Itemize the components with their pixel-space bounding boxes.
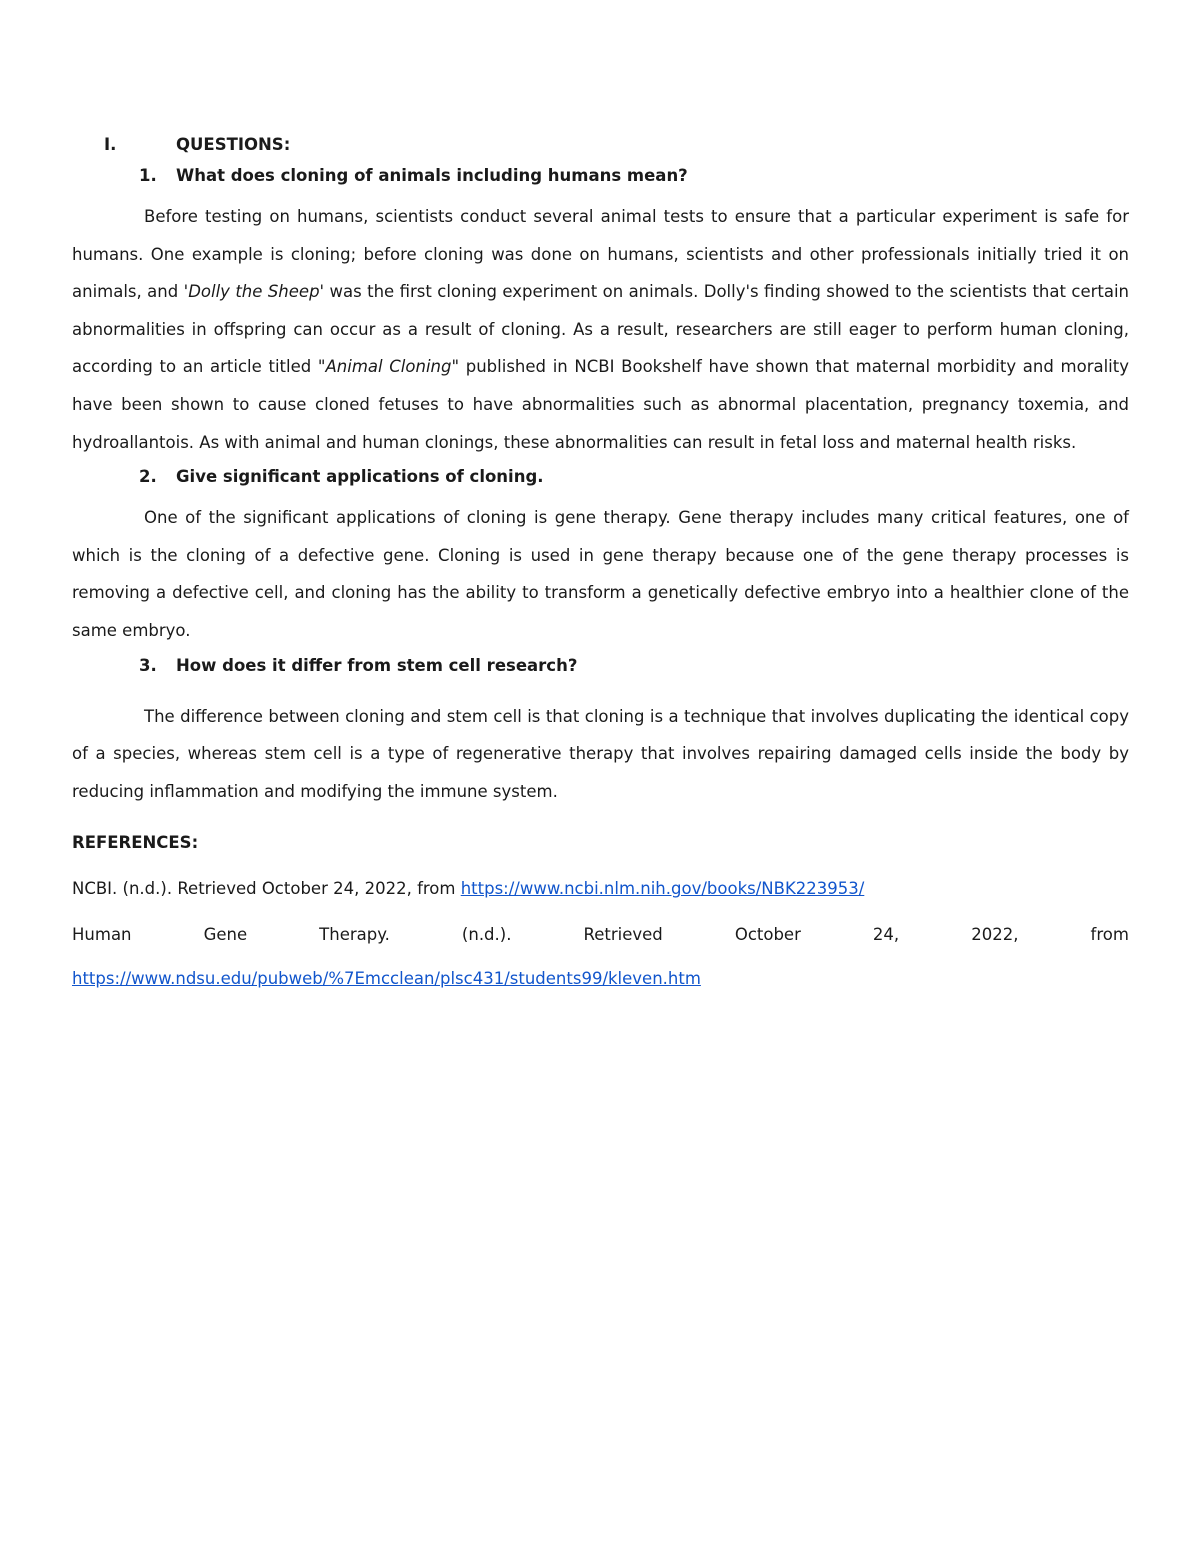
section-number: I. — [104, 135, 117, 154]
question-3-heading — [36, 650, 1129, 688]
question-1-answer — [72, 198, 1129, 461]
reference-2-word: 2022, — [971, 925, 1019, 945]
spacer — [72, 858, 1129, 874]
question-3-answer: The difference between cloning and stem cell is that cloning is a technique that involves duplicating the identical copy of a species, whereas stem cell is a type of regenerative therapy that involves repairing damaged cells inside the body by reducing inflammation and modifying the immune system. — [72, 706, 1129, 801]
question-2-number: 2. — [139, 467, 157, 487]
question-1-heading — [36, 160, 1129, 198]
answer-1-text-c: " published in NCBI Bookshelf have shown that maternal morbidity and morality have been shown to cause cloned fetuses to have abnormalities such as abnormal placentation, pregnancy toxemia, and hydroallantois. As with animal and human clonings, these abnormalities can result in fetal loss and maternal health risks. — [72, 357, 1129, 452]
reference-2-word: 24, — [872, 925, 900, 945]
question-2-heading — [36, 461, 1129, 499]
document-content — [72, 130, 1129, 994]
question-3-number: 3. — [139, 655, 157, 675]
question-2-title: Give significant applications of cloning. — [176, 467, 544, 487]
reference-2-word: (n.d.). — [461, 925, 512, 945]
spacer — [72, 904, 1129, 920]
answer-1-text-b: ' was the first cloning experiment on animals. Dolly's finding showed to the scientists that certain abnormalities in offspring can occur as a result of cloning. As a result, researchers are still eager to perform human cloning, according to an article titled " — [72, 282, 1129, 377]
reference-2-line — [72, 920, 1129, 950]
section-heading — [72, 130, 1129, 160]
answer-1-italic-a: Dolly the Sheep — [188, 282, 320, 302]
reference-2-word: Gene — [203, 925, 248, 945]
reference-1 — [72, 874, 1129, 904]
reference-2-link-line — [72, 964, 1129, 994]
reference-1-link[interactable]: https://www.ncbi.nlm.nih.gov/books/NBK223953/ — [460, 879, 865, 899]
question-3-title: How does it differ from stem cell research? — [176, 655, 578, 675]
reference-2-word: Therapy. — [319, 925, 390, 945]
section-title: QUESTIONS: — [176, 135, 291, 154]
reference-1-text: NCBI. (n.d.). Retrieved October 24, 2022, from — [72, 879, 461, 899]
reference-2-word: October — [734, 925, 801, 945]
reference-2-word: from — [1090, 925, 1129, 945]
answer-1-italic-b: Animal Cloning — [325, 357, 452, 377]
question-2-answer: One of the significant applications of cloning is gene therapy. Gene therapy includes many critical features, one of which is the cloning of a defective gene. Cloning is used in gene therapy because one of the gene therapy processes is removing a defective cell, and cloning has the ability to transform a genetically defective embryo into a healthier clone of the same embryo. — [72, 508, 1129, 640]
reference-2-word: Human — [72, 925, 132, 945]
references-heading: REFERENCES: — [72, 833, 199, 853]
question-1-title: What does cloning of animals including humans mean? — [176, 166, 688, 185]
spacer — [72, 688, 1129, 698]
reference-2-link[interactable]: https://www.ndsu.edu/pubweb/%7Emcclean/plsc431/students99/kleven.htm — [72, 969, 701, 989]
reference-2-word: Retrieved — [583, 925, 663, 945]
question-1-number: 1. — [139, 166, 157, 185]
answer-1-text-a: Before testing on humans, scientists conduct several animal tests to ensure that a particular experiment is safe for humans. One example is cloning; before cloning was done on humans, scientists and other professionals initially tried it on animals, and ' — [72, 207, 1129, 302]
spacer — [72, 950, 1129, 964]
